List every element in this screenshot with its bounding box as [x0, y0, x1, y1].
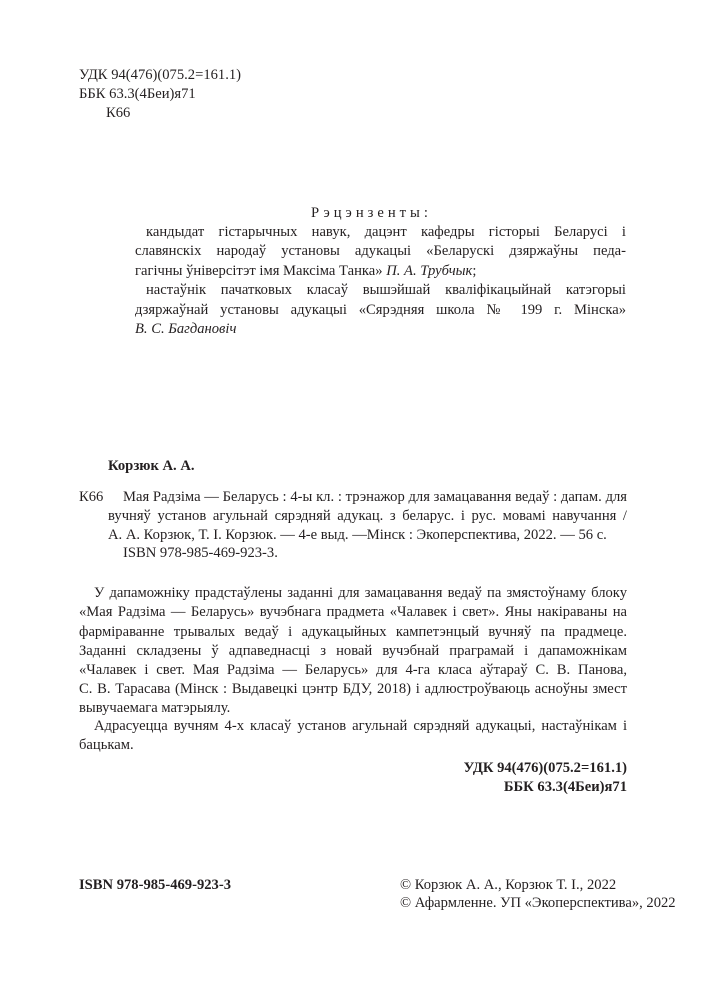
- annotation-line: Заданні складзены ў адпаведнасці з новай вучэбнай праграмай і дапаможнікам: [79, 643, 627, 659]
- catalog-line: вучняў установ агульнай сярэдняй адукац. з беларус. і рус. мовамі навучання /: [108, 508, 627, 524]
- annotation-line: фарміраванне трывалых ведаў і адукацыйных кампетэнцый вучняў па прадмеце.: [79, 624, 627, 640]
- reviewer-1-line: [135, 262, 476, 280]
- reviewer-1-affiliation: гагічны ўніверсітэт імя Максіма Танка»: [135, 263, 383, 279]
- catalog-line: А. А. Корзюк, Т. І. Корзюк. — 4-е выд. —Мінск : Экоперспектива, 2022. — 56 с.: [108, 527, 607, 543]
- annotation-line: «Чалавек і свет. Мая Радзіма — Беларусь» для 4-га класа аўтараў С. В. Панова,: [79, 662, 627, 678]
- isbn: ISBN 978-985-469-923-3: [79, 877, 232, 893]
- copyright-authors: © Корзюк А. А., Корзюк Т. І., 2022: [400, 877, 617, 893]
- catalog-author: Корзюк А. А.: [108, 458, 195, 474]
- bottom-udk: УДК 94(476)(075.2=161.1): [463, 760, 627, 776]
- bottom-bbk: ББК 63.3(4Беи)я71: [503, 779, 627, 795]
- bbk-code: ББК 63.3(4Беи)я71: [79, 86, 196, 102]
- annotation-line: Адрасуецца вучням 4-х класаў установ агульнай сярэдняй адукацыі, настаўнікам і: [94, 718, 627, 734]
- catalog-isbn: ISBN 978-985-469-923-3.: [123, 545, 278, 561]
- reviewer-1-line: славянскіх народаў установы адукацыі «Беларускі дзяржаўны педа-: [135, 243, 626, 259]
- catalog-line: Мая Радзіма — Беларусь : 4-ы кл. : трэнажор для замацавання ведаў : дапам. для: [123, 489, 627, 505]
- reviewer-2-name: В. С. Багдановіч: [135, 321, 237, 337]
- reviewer-1-end: ;: [472, 263, 477, 279]
- reviewer-2-line: настаўнік пачатковых класаў вышэйшай кваліфікацыйнай катэгорыі: [146, 282, 626, 298]
- reviewer-1-line: кандыдат гістарычных навук, дацэнт кафедры гісторыі Беларусі і: [146, 224, 626, 240]
- annotation-line: «Мая Радзіма — Беларусь» вучэбнага прадмета «Чалавек і свет». Яны накіраваны на: [79, 604, 627, 620]
- udk-code: УДК 94(476)(075.2=161.1): [79, 67, 242, 83]
- annotation-line: бацькам.: [79, 737, 134, 753]
- reviewer-2-line: дзяржаўнай установы адукацыі «Сярэдняя школа № 199 г. Мінска»: [135, 302, 626, 318]
- annotation-line: вывучаемага матэрыялу.: [79, 700, 231, 716]
- annotation-line: У дапаможніку прадстаўлены заданні для замацавання ведаў па змястоўнаму блоку: [94, 585, 627, 601]
- annotation-line: С. В. Тарасава (Мінск : Выдавецкі цэнтр БДУ, 2018) і адлюстроўваюць асноўны змест: [79, 681, 627, 697]
- author-mark: К66: [106, 105, 131, 121]
- copyright-design: © Афармленне. УП «Экоперспектива», 2022: [400, 895, 676, 911]
- reviewers-heading: Рэцэнзенты:: [311, 205, 432, 221]
- catalog-mark: К66: [79, 489, 104, 505]
- reviewer-1-name: П. А. Трубчык: [386, 263, 473, 279]
